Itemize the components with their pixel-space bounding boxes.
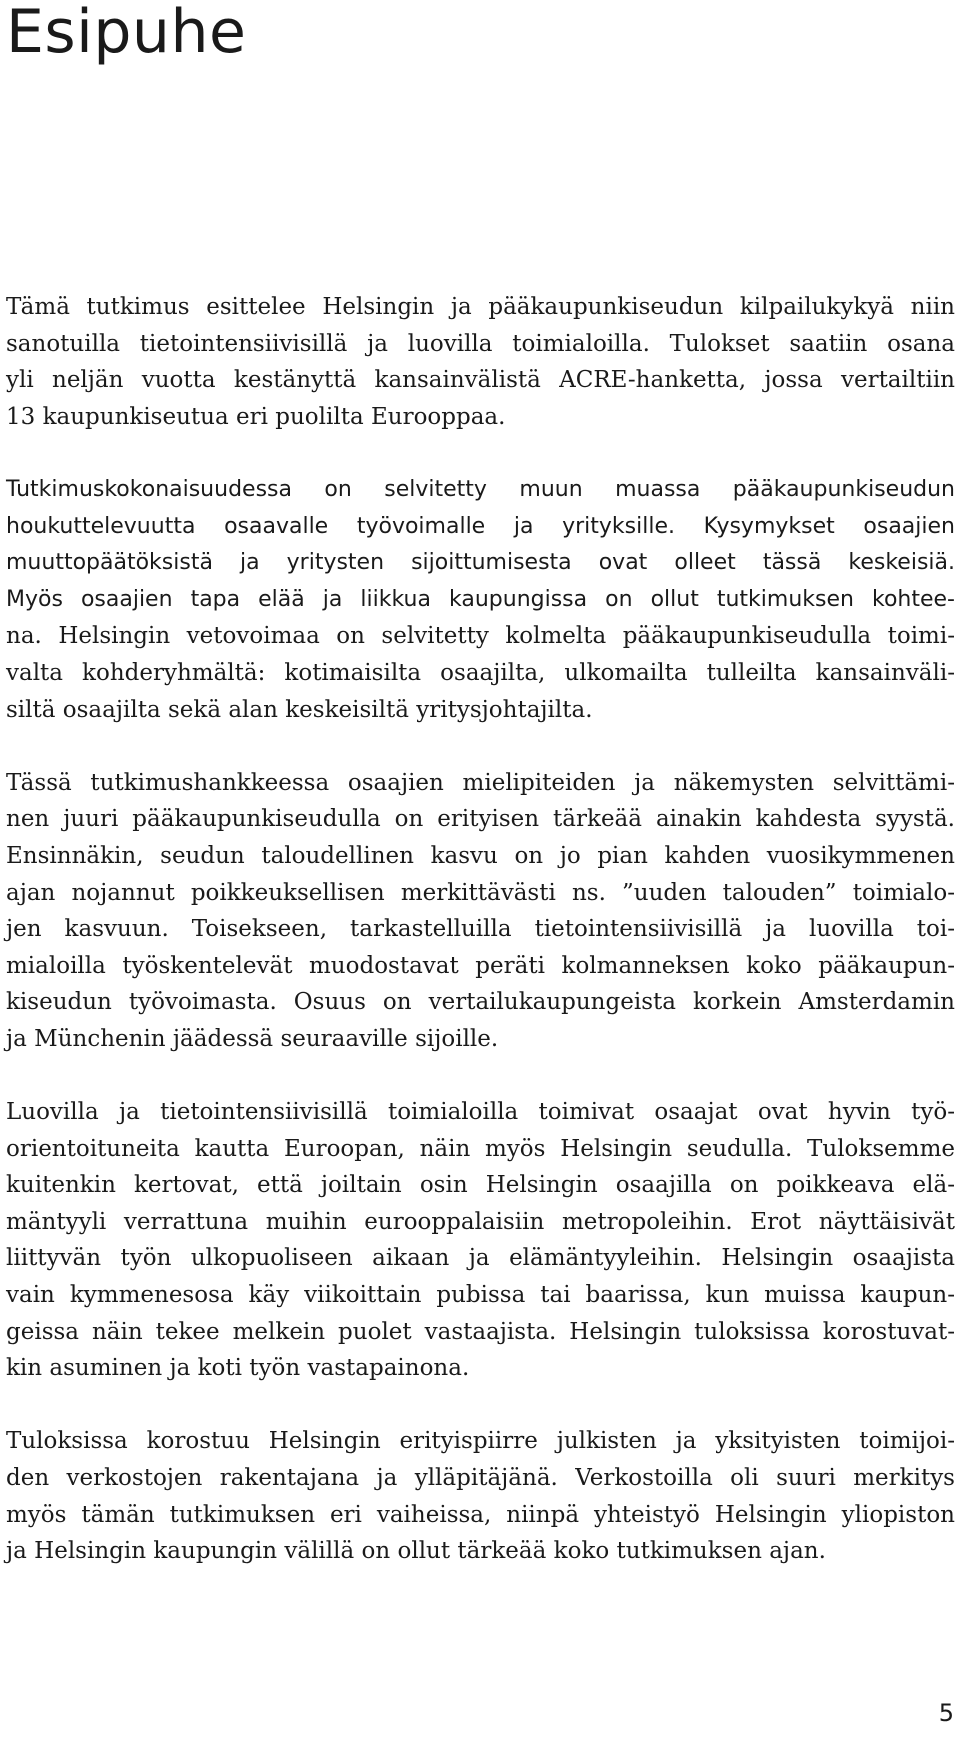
text-line: Myös osaajien tapa elää ja liikkua kaupungissa on ollut tutkimuksen kohtee- bbox=[6, 586, 955, 612]
text-line: kuitenkin kertovat, että joiltain osin Helsingin osaajilla on poikkeava elä- bbox=[6, 1172, 955, 1199]
text-line: geissa näin tekee melkein puolet vastaajista. Helsingin tuloksissa korostuvat- bbox=[6, 1318, 955, 1345]
text-line: houkuttelevuutta osaavalle työvoimalle ja yrityksille. Kysymykset osaajien bbox=[6, 513, 955, 539]
text-line: Ensinnäkin, seudun taloudellinen kasvu on jo pian kahden vuosikymmenen bbox=[6, 842, 955, 869]
text-line: vain kymmenesosa käy viikoittain pubissa tai baarissa, kun muissa kaupun- bbox=[6, 1282, 955, 1309]
text-line: na. Helsingin vetovoimaa on selvitetty kolmelta pääkaupunkiseudulla toimi- bbox=[6, 623, 955, 650]
text-line: den verkostojen rakentajana ja ylläpitäjänä. Verkostoilla oli suuri merkitys bbox=[6, 1465, 955, 1491]
text-line: Tuloksissa korostuu Helsingin erityispiirre julkisten ja yksityisten toimijoi- bbox=[6, 1428, 955, 1455]
text-line: nen juuri pääkaupunkiseudulla on erityisen tärkeää ainakin kahdesta syystä. bbox=[6, 806, 955, 833]
text-line: ja Helsingin kaupungin välillä on ollut tärkeää koko tutkimuksen ajan. bbox=[6, 1538, 826, 1565]
text-line: Luovilla ja tietointensiivisillä toimialoilla toimivat osaajat ovat hyvin työ- bbox=[6, 1099, 955, 1126]
paragraph-gap bbox=[6, 1387, 955, 1424]
paragraph-gap bbox=[6, 1057, 955, 1094]
text-line: Tässä tutkimushankkeessa osaajien mielipiteiden ja näkemysten selvittämi- bbox=[6, 769, 955, 796]
text-line: kiseudun työvoimasta. Osuus on vertailukaupungeista korkein Amsterdamin bbox=[6, 989, 955, 1016]
paragraph-gap bbox=[6, 728, 955, 765]
text-line: Tutkimuskokonaisuudessa on selvitetty muun muassa pääkaupunkiseudun bbox=[6, 476, 955, 502]
text-line: muuttopäätöksistä ja yritysten sijoittumisesta ovat olleet tässä keskeisiä. bbox=[6, 550, 955, 576]
text-line: mäntyyli verrattuna muihin eurooppalaisiin metropoleihin. Erot näyttäisivät bbox=[6, 1208, 955, 1235]
text-line: orientoituneita kautta Euroopan, näin myös Helsingin seudulla. Tuloksemme bbox=[6, 1135, 955, 1162]
text-line: kin asuminen ja koti työn vastapainona. bbox=[6, 1355, 470, 1382]
preface-body bbox=[6, 289, 955, 1570]
text-line: sanotuilla tietointensiivisillä ja luovilla toimialoilla. Tulokset saatiin osana bbox=[6, 330, 955, 357]
paragraph-gap bbox=[6, 435, 955, 472]
text-line: 13 kaupunkiseutua eri puolilta Eurooppaa. bbox=[6, 403, 506, 430]
text-line: siltä osaajilta sekä alan keskeisiltä yritysjohtajilta. bbox=[6, 696, 593, 723]
text-line: jen kasvuun. Toisekseen, tarkastelluilla tietointensiivisillä ja luovilla toi- bbox=[6, 916, 955, 943]
text-line: Tämä tutkimus esittelee Helsingin ja pääkaupunkiseudun kilpailukykyä niin bbox=[6, 294, 955, 320]
text-line: liittyvän työn ulkopuoliseen aikaan ja elämäntyyleihin. Helsingin osaajista bbox=[6, 1245, 955, 1272]
text-line: valta kohderyhmältä: kotimaisilta osaajilta, ulkomailta tulleilta kansainväli- bbox=[6, 659, 955, 686]
text-line: ajan nojannut poikkeuksellisen merkittävästi ns. ”uuden talouden” toimialo- bbox=[6, 879, 955, 906]
text-line: mialoilla työskentelevät muodostavat peräti kolmanneksen koko pääkaupun- bbox=[6, 952, 955, 979]
page-title: Esipuhe bbox=[6, 0, 247, 67]
text-line: myös tämän tutkimuksen eri vaiheissa, niinpä yhteistyö Helsingin yliopiston bbox=[6, 1501, 955, 1528]
text-line: yli neljän vuotta kestänyttä kansainvälistä ACRE-hanketta, jossa vertailtiin bbox=[6, 367, 955, 394]
text-line: ja Münchenin jäädessä seuraaville sijoille. bbox=[6, 1025, 499, 1052]
page-number: 5 bbox=[938, 1699, 954, 1727]
